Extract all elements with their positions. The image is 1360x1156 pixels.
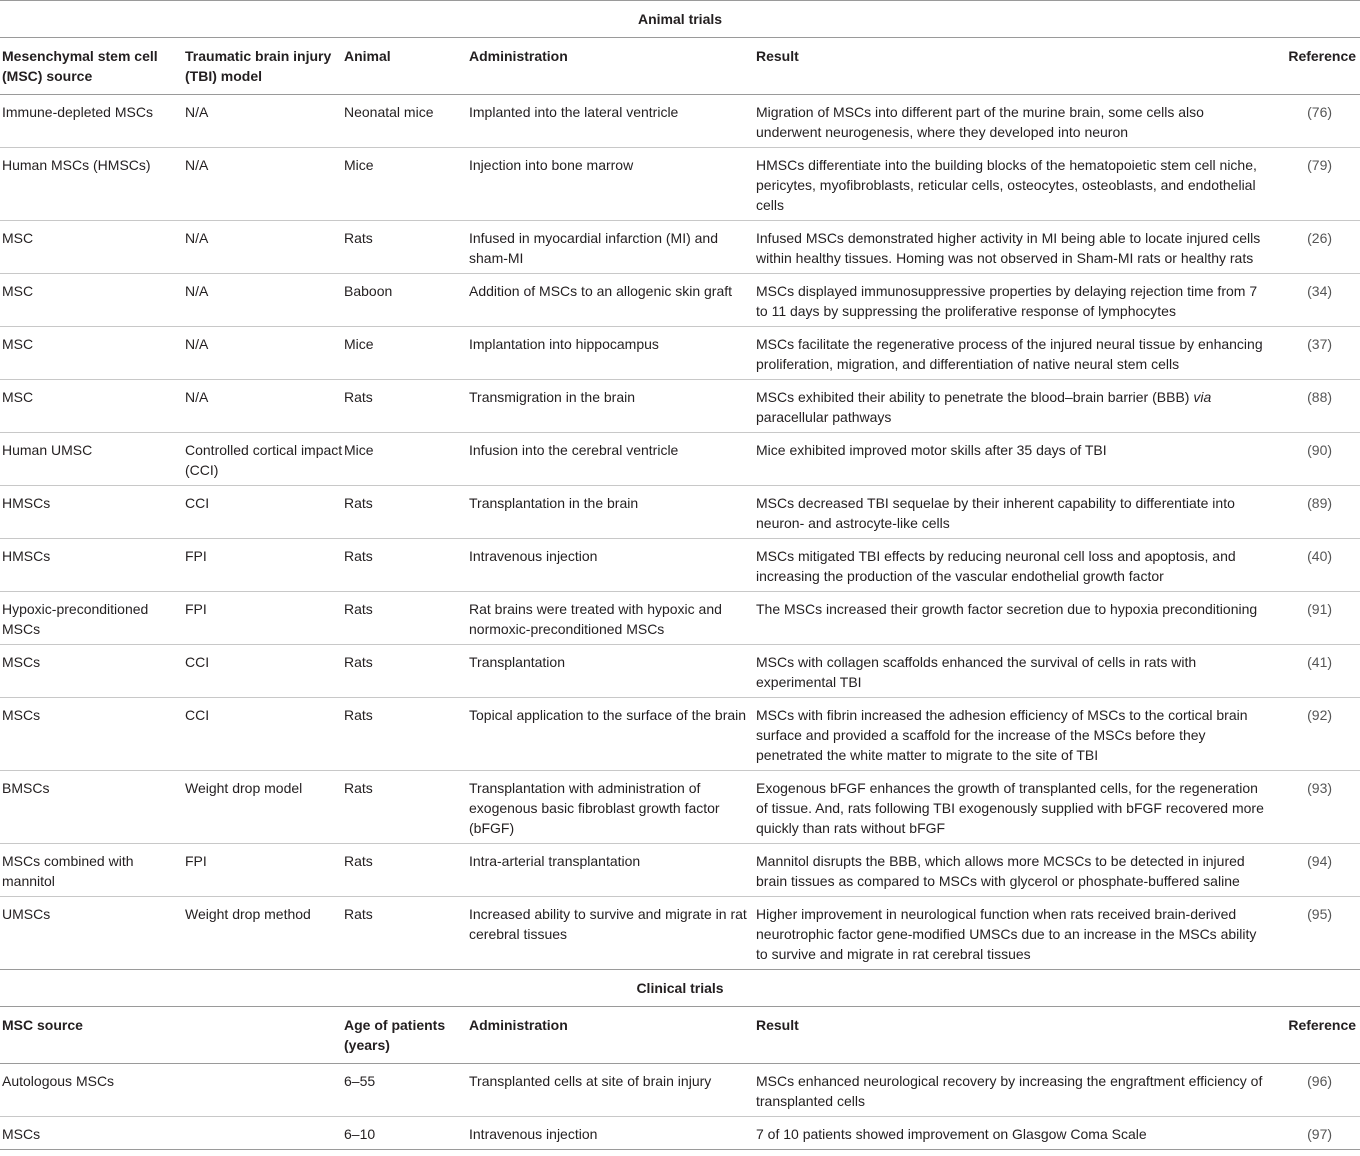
table-row bbox=[0, 380, 1360, 433]
cell-administration: Increased ability to survive and migrate in rat cerebral tissues bbox=[469, 897, 756, 970]
cell-model: Weight drop method bbox=[185, 897, 344, 970]
cell-model: FPI bbox=[185, 592, 344, 645]
cell-model: N/A bbox=[185, 95, 344, 148]
result-text-pre: MSCs exhibited their ability to penetrate the blood–brain barrier (BBB) bbox=[756, 389, 1194, 405]
cell-reference: (40) bbox=[1270, 539, 1360, 592]
header-reference: Reference bbox=[1270, 38, 1360, 95]
cell-reference: (41) bbox=[1270, 645, 1360, 698]
cell-result: Higher improvement in neurological function when rats received brain-derived neurotrophic factor gene-modified UMSCs due to an increase in the MSCs ability to survive and migrate in rat cerebral tissues bbox=[756, 897, 1270, 970]
cell-result: MSCs facilitate the regenerative process of the injured neural tissue by enhancing proliferation, migration, and differentiation of native neural stem cells bbox=[756, 327, 1270, 380]
cell-administration: Intra-arterial transplantation bbox=[469, 844, 756, 897]
cell-animal: Rats bbox=[344, 486, 469, 539]
cell-result: Infused MSCs demonstrated higher activity in MI being able to locate injured cells within healthy tissues. Homing was not observed in Sham-MI rats or healthy rats bbox=[756, 221, 1270, 274]
cell-source: MSC bbox=[0, 380, 185, 433]
cell-animal: Rats bbox=[344, 539, 469, 592]
cell-administration: Implanted into the lateral ventricle bbox=[469, 95, 756, 148]
cell-source: BMSCs bbox=[0, 771, 185, 844]
table-row bbox=[0, 645, 1360, 698]
cell-reference: (37) bbox=[1270, 327, 1360, 380]
clinical-trials-header-row bbox=[0, 1007, 1360, 1064]
cell-model: N/A bbox=[185, 221, 344, 274]
cell-reference: (90) bbox=[1270, 433, 1360, 486]
cell-source: MSC bbox=[0, 274, 185, 327]
cell-source: MSCs bbox=[0, 1117, 344, 1150]
header-age: Age of patients (years) bbox=[344, 1007, 469, 1064]
table-row bbox=[0, 274, 1360, 327]
cell-administration: Transplanted cells at site of brain injury bbox=[469, 1064, 756, 1117]
table-row bbox=[0, 433, 1360, 486]
clinical-trials-section-row bbox=[0, 970, 1360, 1007]
cell-model: CCI bbox=[185, 486, 344, 539]
cell-result: MSCs mitigated TBI effects by reducing neuronal cell loss and apoptosis, and increasing the production of the vascular endothelial growth factor bbox=[756, 539, 1270, 592]
result-text-post: paracellular pathways bbox=[756, 409, 892, 425]
cell-animal: Rats bbox=[344, 380, 469, 433]
cell-animal: Mice bbox=[344, 433, 469, 486]
cell-administration: Intravenous injection bbox=[469, 539, 756, 592]
cell-administration: Topical application to the surface of the brain bbox=[469, 698, 756, 771]
cell-reference: (88) bbox=[1270, 380, 1360, 433]
cell-source: MSC bbox=[0, 221, 185, 274]
cell-animal: Rats bbox=[344, 592, 469, 645]
cell-administration: Infusion into the cerebral ventricle bbox=[469, 433, 756, 486]
cell-administration: Transplantation in the brain bbox=[469, 486, 756, 539]
cell-reference: (95) bbox=[1270, 897, 1360, 970]
clinical-trials-title: Clinical trials bbox=[0, 970, 1360, 1007]
cell-animal: Baboon bbox=[344, 274, 469, 327]
cell-result: MSCs with fibrin increased the adhesion efficiency of MSCs to the cortical brain surface and provided a scaffold for the increase of the MSCs before they penetrated the white matter to migrate to the site of TBI bbox=[756, 698, 1270, 771]
cell-animal: Mice bbox=[344, 327, 469, 380]
cell-administration: Implantation into hippocampus bbox=[469, 327, 756, 380]
animal-trials-header-row bbox=[0, 38, 1360, 95]
cell-result: MSCs with collagen scaffolds enhanced the survival of cells in rats with experimental TBI bbox=[756, 645, 1270, 698]
cell-source: Autologous MSCs bbox=[0, 1064, 344, 1117]
header-result: Result bbox=[756, 1007, 1270, 1064]
cell-administration: Transmigration in the brain bbox=[469, 380, 756, 433]
header-animal: Animal bbox=[344, 38, 469, 95]
cell-animal: Rats bbox=[344, 221, 469, 274]
cell-model: N/A bbox=[185, 327, 344, 380]
table-row bbox=[0, 221, 1360, 274]
cell-source: Human MSCs (HMSCs) bbox=[0, 148, 185, 221]
cell-administration: Infused in myocardial infarction (MI) and sham-MI bbox=[469, 221, 756, 274]
cell-result: MSCs enhanced neurological recovery by increasing the engraftment efficiency of transplanted cells bbox=[756, 1064, 1270, 1117]
header-result: Result bbox=[756, 38, 1270, 95]
cell-animal: Rats bbox=[344, 698, 469, 771]
cell-age: 6–55 bbox=[344, 1064, 469, 1117]
header-reference: Reference bbox=[1270, 1007, 1360, 1064]
cell-result: 7 of 10 patients showed improvement on Glasgow Coma Scale bbox=[756, 1117, 1270, 1150]
cell-source: HMSCs bbox=[0, 539, 185, 592]
cell-source: Immune-depleted MSCs bbox=[0, 95, 185, 148]
header-msc-source: MSC source bbox=[0, 1007, 344, 1064]
cell-source: Human UMSC bbox=[0, 433, 185, 486]
cell-age: 6–10 bbox=[344, 1117, 469, 1150]
table-row bbox=[0, 897, 1360, 970]
cell-model: N/A bbox=[185, 274, 344, 327]
cell-result: MSCs decreased TBI sequelae by their inherent capability to differentiate into neuron- and astrocyte-like cells bbox=[756, 486, 1270, 539]
animal-trials-section-row bbox=[0, 1, 1360, 38]
cell-reference: (96) bbox=[1270, 1064, 1360, 1117]
cell-model: FPI bbox=[185, 539, 344, 592]
cell-model: FPI bbox=[185, 844, 344, 897]
cell-reference: (76) bbox=[1270, 95, 1360, 148]
table-row bbox=[0, 592, 1360, 645]
cell-administration: Transplantation with administration of exogenous basic fibroblast growth factor (bFGF) bbox=[469, 771, 756, 844]
cell-animal: Neonatal mice bbox=[344, 95, 469, 148]
cell-animal: Rats bbox=[344, 771, 469, 844]
cell-reference: (79) bbox=[1270, 148, 1360, 221]
cell-model: CCI bbox=[185, 645, 344, 698]
cell-administration: Rat brains were treated with hypoxic and normoxic-preconditioned MSCs bbox=[469, 592, 756, 645]
cell-result: The MSCs increased their growth factor secretion due to hypoxia preconditioning bbox=[756, 592, 1270, 645]
cell-model: N/A bbox=[185, 148, 344, 221]
cell-reference: (93) bbox=[1270, 771, 1360, 844]
header-administration: Administration bbox=[469, 1007, 756, 1064]
cell-administration: Transplantation bbox=[469, 645, 756, 698]
cell-model: Controlled cortical impact (CCI) bbox=[185, 433, 344, 486]
table-row bbox=[0, 327, 1360, 380]
cell-result: HMSCs differentiate into the building blocks of the hematopoietic stem cell niche, pericytes, myofibroblasts, reticular cells, osteocytes, osteoblasts, and endothelial cells bbox=[756, 148, 1270, 221]
table-row bbox=[0, 1117, 1360, 1150]
cell-result: Exogenous bFGF enhances the growth of transplanted cells, for the regeneration of tissue. And, rats following TBI exogenously supplied with bFGF recovered more quickly than rats without bFGF bbox=[756, 771, 1270, 844]
cell-animal: Rats bbox=[344, 645, 469, 698]
cell-result: Mice exhibited improved motor skills after 35 days of TBI bbox=[756, 433, 1270, 486]
header-tbi-model: Traumatic brain injury (TBI) model bbox=[185, 38, 344, 95]
cell-source: MSCs bbox=[0, 698, 185, 771]
cell-result bbox=[756, 380, 1270, 433]
cell-animal: Rats bbox=[344, 897, 469, 970]
cell-source: HMSCs bbox=[0, 486, 185, 539]
animal-trials-title: Animal trials bbox=[0, 1, 1360, 38]
cell-result: Migration of MSCs into different part of the murine brain, some cells also underwent neurogenesis, where they developed into neuron bbox=[756, 95, 1270, 148]
table-row bbox=[0, 771, 1360, 844]
table-row bbox=[0, 539, 1360, 592]
cell-model: CCI bbox=[185, 698, 344, 771]
table-row bbox=[0, 698, 1360, 771]
cell-administration: Addition of MSCs to an allogenic skin graft bbox=[469, 274, 756, 327]
cell-source: UMSCs bbox=[0, 897, 185, 970]
cell-source: MSCs bbox=[0, 645, 185, 698]
table-row bbox=[0, 148, 1360, 221]
cell-animal: Rats bbox=[344, 844, 469, 897]
cell-result: MSCs displayed immunosuppressive properties by delaying rejection time from 7 to 11 days by suppressing the proliferative response of lymphocytes bbox=[756, 274, 1270, 327]
cell-result: Mannitol disrupts the BBB, which allows more MCSCs to be detected in injured brain tissues as compared to MSCs with glycerol or phosphate-buffered saline bbox=[756, 844, 1270, 897]
table-row bbox=[0, 844, 1360, 897]
cell-source: MSC bbox=[0, 327, 185, 380]
cell-reference: (97) bbox=[1270, 1117, 1360, 1150]
cell-administration: Injection into bone marrow bbox=[469, 148, 756, 221]
cell-reference: (34) bbox=[1270, 274, 1360, 327]
cell-reference: (91) bbox=[1270, 592, 1360, 645]
cell-reference: (94) bbox=[1270, 844, 1360, 897]
cell-source: MSCs combined with mannitol bbox=[0, 844, 185, 897]
cell-model: N/A bbox=[185, 380, 344, 433]
cell-reference: (89) bbox=[1270, 486, 1360, 539]
cell-animal: Mice bbox=[344, 148, 469, 221]
header-administration: Administration bbox=[469, 38, 756, 95]
header-msc-source: Mesenchymal stem cell (MSC) source bbox=[0, 38, 185, 95]
cell-source: Hypoxic-preconditioned MSCs bbox=[0, 592, 185, 645]
table-row bbox=[0, 486, 1360, 539]
cell-administration: Intravenous injection bbox=[469, 1117, 756, 1150]
cell-reference: (92) bbox=[1270, 698, 1360, 771]
cell-model: Weight drop model bbox=[185, 771, 344, 844]
result-text-italic: via bbox=[1193, 389, 1212, 405]
table-row bbox=[0, 95, 1360, 148]
table-row bbox=[0, 1064, 1360, 1117]
cell-reference: (26) bbox=[1270, 221, 1360, 274]
